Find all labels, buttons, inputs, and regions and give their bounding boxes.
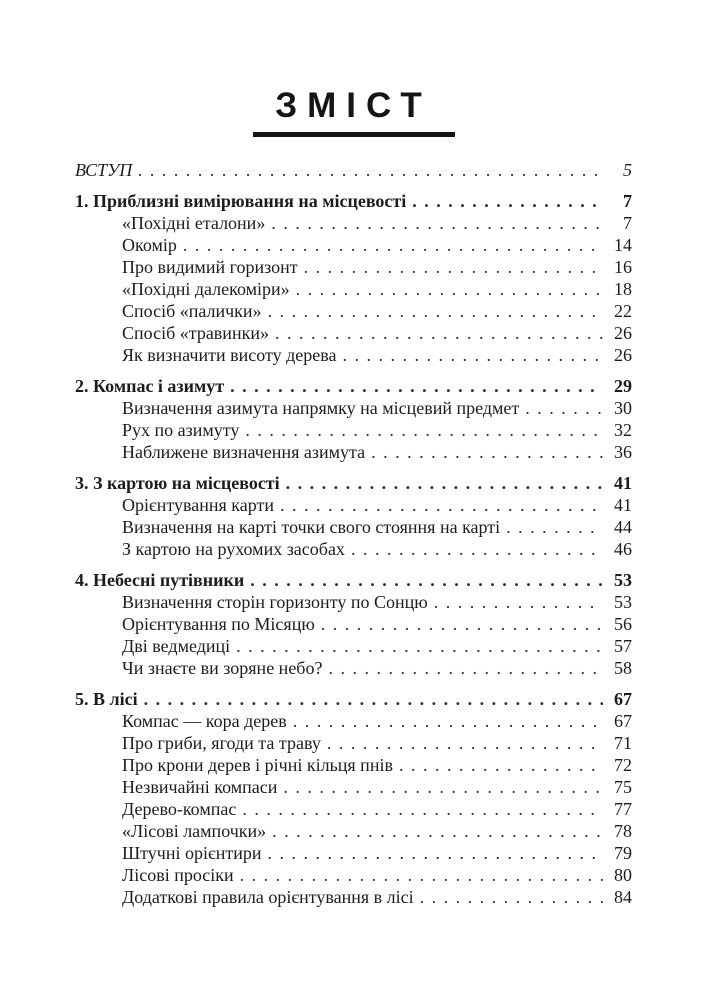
toc-entry-page: 77 (614, 799, 632, 819)
dot-leader (236, 635, 603, 657)
toc-entry-page: 16 (614, 257, 632, 277)
toc-entry-label: Спосіб «травинки» (122, 323, 269, 343)
dot-leader (328, 657, 603, 679)
toc-entry (75, 256, 632, 278)
dot-leader (506, 516, 603, 538)
dot-leader (230, 375, 603, 397)
toc-entry-label: Про гриби, ягоди та траву (122, 733, 321, 753)
toc-entry (75, 397, 632, 419)
toc-entry-label: Незвичайні компаси (122, 777, 278, 797)
toc-entry (75, 754, 632, 776)
toc-entry-page: 7 (623, 191, 632, 211)
toc-entry (75, 732, 632, 754)
toc-entry-label: Лісові просіки (122, 865, 234, 885)
toc-entry (75, 569, 632, 591)
toc-entry-label: Про видимий горизонт (122, 257, 298, 277)
toc-entry-label: З картою на рухомих засобах (122, 539, 345, 559)
toc-entry-label: Дві ведмедиці (122, 636, 231, 656)
dot-leader (280, 494, 603, 516)
dot-leader (240, 864, 603, 886)
toc-entry-label: Як визначити висоту дерева (122, 345, 337, 365)
toc-entry-label: 1. Приблизні вимірювання на місцевості (75, 191, 407, 211)
toc-entry-page: 72 (614, 755, 632, 775)
toc-entry (75, 613, 632, 635)
toc-entry-page: 30 (614, 398, 632, 418)
toc-entry-page: 67 (614, 689, 632, 709)
toc-entry-page: 32 (614, 420, 632, 440)
toc-entry (75, 441, 632, 463)
toc-entry-page: 41 (614, 473, 632, 493)
dot-leader (268, 300, 603, 322)
toc-entry-page: 80 (614, 865, 632, 885)
toc-entry-label: Чи знаєте ви зоряне небо? (122, 658, 323, 678)
toc-entry-label: Орієнтування по Місяцю (122, 614, 315, 634)
toc-entry-page: 57 (614, 636, 632, 656)
dot-leader (271, 212, 603, 234)
dot-leader (272, 820, 603, 842)
toc-entry-label: 4. Небесні путівники (75, 570, 245, 590)
toc-entry (75, 886, 632, 908)
toc-entry-page: 29 (614, 376, 632, 396)
toc-entry-label: Додаткові правила орієнтування в лісі (122, 887, 414, 907)
toc-entry-label: 2. Компас і азимут (75, 376, 225, 396)
toc-entry-page: 18 (614, 279, 632, 299)
page-header (75, 88, 632, 137)
toc-entry (75, 635, 632, 657)
dot-leader (267, 842, 603, 864)
title-underline (253, 132, 455, 137)
toc-entry-label: Окомір (122, 235, 177, 255)
toc-entry-label: Орієнтування карти (122, 495, 275, 515)
toc-entry-label: Штучні орієнтири (122, 843, 262, 863)
dot-leader (250, 569, 603, 591)
toc-entry (75, 842, 632, 864)
toc-entry-label: Спосіб «палички» (122, 301, 262, 321)
page-title: ЗМІСТ (275, 86, 432, 125)
toc-entry-page: 26 (614, 323, 632, 343)
dot-leader (434, 591, 603, 613)
toc-entry (75, 864, 632, 886)
toc-entry (75, 344, 632, 366)
toc-entry-page: 14 (614, 235, 632, 255)
toc-entry-label: Визначення на карті точки свого стояння на карті (122, 517, 501, 537)
toc-entry (75, 820, 632, 842)
dot-leader (351, 538, 603, 560)
toc-entry-page: 44 (614, 517, 632, 537)
dot-leader (183, 234, 603, 256)
toc-entry (75, 322, 632, 344)
toc-entry (75, 538, 632, 560)
toc-entry-page: 84 (614, 887, 632, 907)
toc-entry-page: 7 (623, 213, 632, 233)
toc-entry (75, 159, 632, 181)
toc-entry-label: 3. З картою на місцевості (75, 473, 280, 493)
toc-entry (75, 688, 632, 710)
toc-entry-page: 53 (614, 592, 632, 612)
toc-entry (75, 516, 632, 538)
toc-entry (75, 419, 632, 441)
toc-entry-page: 78 (614, 821, 632, 841)
dot-leader (525, 397, 603, 419)
toc-entry-label: Компас — кора дерев (122, 711, 287, 731)
dot-leader (293, 710, 603, 732)
toc-entry-page: 22 (614, 301, 632, 321)
toc-entry (75, 300, 632, 322)
toc-entry-label: Визначення азимута напрямку на місцевий предмет (122, 398, 520, 418)
toc-entry-label: ВСТУП (75, 160, 133, 180)
toc-entry-page: 56 (614, 614, 632, 634)
dot-leader (420, 886, 603, 908)
toc-entry-page: 5 (623, 160, 632, 180)
toc-entry-label: Про крони дерев і річні кільця пнів (122, 755, 393, 775)
toc-entry-page: 26 (614, 345, 632, 365)
dot-leader (242, 798, 603, 820)
toc-entry (75, 278, 632, 300)
toc-entry-label: Дерево-компас (122, 799, 237, 819)
toc-entry (75, 776, 632, 798)
toc-entry-page: 53 (614, 570, 632, 590)
dot-leader (283, 776, 603, 798)
dot-leader (371, 441, 603, 463)
toc-entry (75, 472, 632, 494)
toc-entry-page: 71 (614, 733, 632, 753)
dot-leader (144, 688, 603, 710)
dot-leader (304, 256, 603, 278)
dot-leader (296, 278, 603, 300)
toc-entry (75, 710, 632, 732)
toc-entry-page: 58 (614, 658, 632, 678)
toc-entry (75, 190, 632, 212)
toc-entry (75, 234, 632, 256)
toc-entry-page: 36 (614, 442, 632, 462)
dot-leader (412, 190, 603, 212)
toc-entry-page: 75 (614, 777, 632, 797)
toc-entry-label: Наближене визначення азимута (122, 442, 366, 462)
toc-entry-label: Визначення сторін горизонту по Сонцю (122, 592, 428, 612)
toc-entry (75, 375, 632, 397)
dot-leader (275, 322, 603, 344)
dot-leader (286, 472, 603, 494)
toc-entry-label: 5. В лісі (75, 689, 138, 709)
toc-entry-label: «Лісові лампочки» (122, 821, 267, 841)
toc-entry-label: «Похідні далекоміри» (122, 279, 290, 299)
toc-entry-page: 67 (614, 711, 632, 731)
dot-leader (321, 613, 603, 635)
toc-entry (75, 798, 632, 820)
dot-leader (399, 754, 603, 776)
dot-leader (138, 159, 603, 181)
toc-entry-page: 41 (614, 495, 632, 515)
toc-entry (75, 657, 632, 679)
toc-list (75, 159, 632, 908)
dot-leader (342, 344, 603, 366)
toc-entry (75, 494, 632, 516)
toc-entry-page: 79 (614, 843, 632, 863)
toc-entry (75, 591, 632, 613)
toc-entry-label: Рух по азимуту (122, 420, 240, 440)
toc-entry-page: 46 (614, 539, 632, 559)
dot-leader (327, 732, 603, 754)
dot-leader (245, 419, 603, 441)
toc-entry (75, 212, 632, 234)
toc-entry-label: «Похідні еталони» (122, 213, 266, 233)
